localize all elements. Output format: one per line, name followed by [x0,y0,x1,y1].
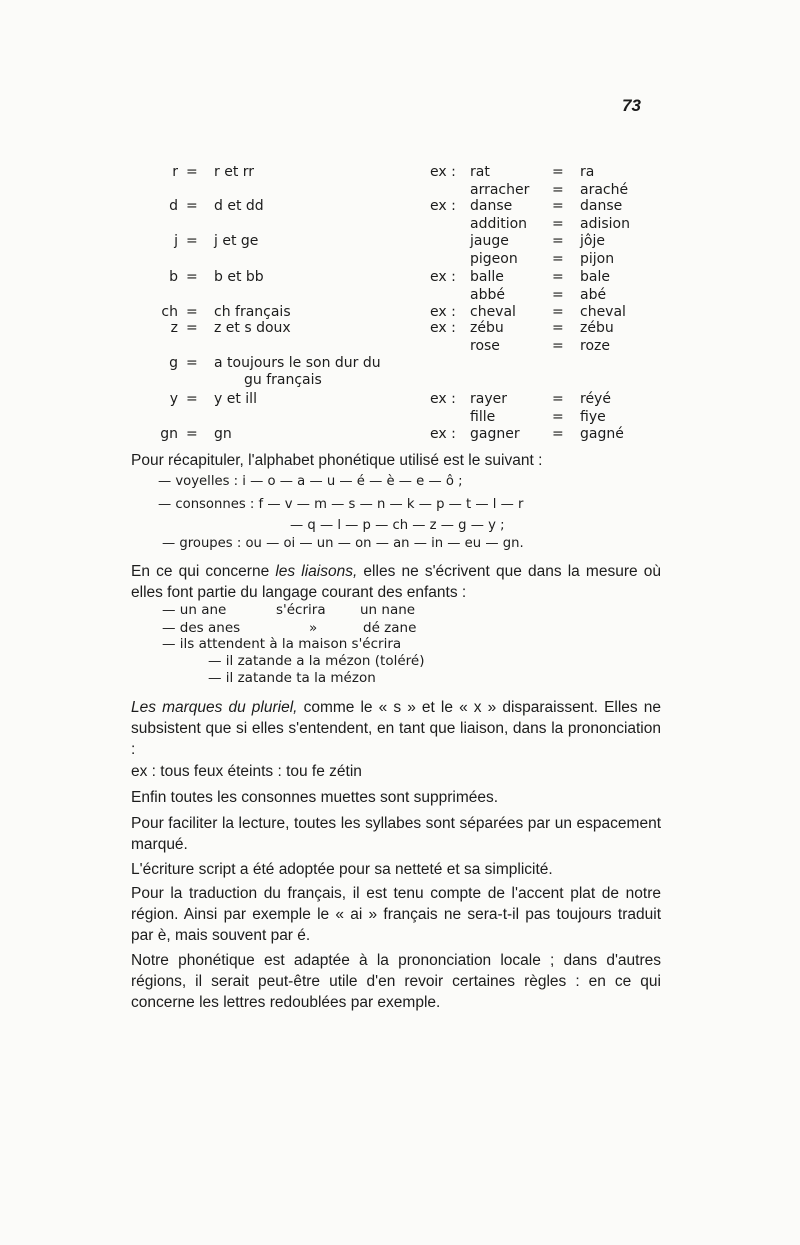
rule-phon: abé [580,287,607,303]
rule-eq2: = [552,198,564,214]
liaison-sub-2: — il zatande ta la mézon [208,670,376,686]
rule-eq2: = [552,164,564,180]
paragraph-script: L'écriture script a été adoptée pour sa netteté et sa simplicité. [131,861,553,878]
liaison-example-1-b: s'écrira [276,602,326,618]
rule-eq2: = [552,233,564,249]
rule-desc: r et rr [214,164,255,180]
paragraph-locale: Notre phonétique est adaptée à la prononciation locale ; dans d'autres régions, il serait peut-être utile d'en revoir certaines règles : en ce qui concerne les lettres redoublées par exemple. [131,952,661,1011]
rule-eq2: = [552,426,564,442]
rule-phon: danse [580,198,623,214]
rule-desc: gu français [244,372,322,388]
rule-word: jauge [470,233,509,249]
rule-ex: ex : [430,164,456,180]
rule-desc: gn [214,426,232,442]
rule-word: gagner [470,426,520,442]
rule-desc: a toujours le son dur du [214,355,381,371]
rule-phon: zébu [580,320,614,336]
rule-phon: adision [580,216,630,232]
pluriel-paragraph [131,697,661,760]
rule-symbol: ch [161,304,178,320]
paragraph-muettes: Enfin toutes les consonnes muettes sont supprimées. [131,789,499,806]
rule-word: abbé [470,287,505,303]
recap-consonnes-2: — q — l — p — ch — z — g — y ; [290,518,505,533]
rule-eq: = [186,164,198,180]
rule-eq: = [186,269,198,285]
page-number: 73 [622,96,641,115]
rule-symbol: g [169,355,178,371]
rule-ex: ex : [430,391,456,407]
rule-ex: ex : [430,304,456,320]
rule-word: pigeon [470,251,518,267]
rule-eq: = [186,198,198,214]
recap-intro: Pour récapituler, l'alphabet phonétique utilisé est le suivant : [131,452,543,469]
rule-word: rat [470,164,490,180]
rule-ex: ex : [430,320,456,336]
rule-word: balle [470,269,504,285]
rule-ex: ex : [430,198,456,214]
pluriel-example: ex : tous feux éteints : tou fe zétin [131,763,362,780]
rule-eq: = [186,304,198,320]
rule-desc: ch français [214,304,291,320]
rule-symbol: b [169,269,178,285]
rule-eq2: = [552,304,564,320]
paragraph-traduction: Pour la traduction du français, il est tenu compte de l'accent plat de notre région. Ainsi par exemple le « ai » français ne sera-t-il pas toujours traduit par è, mais souvent par é. [131,885,661,944]
rule-symbol: r [172,164,178,180]
rule-eq2: = [552,287,564,303]
liaison-example-1-c: un nane [360,602,416,618]
rule-eq2: = [552,251,564,267]
liaison-example-2-b: » [309,620,318,636]
rule-phon: gagné [580,426,624,442]
rule-eq2: = [552,320,564,336]
rule-phon: fiye [580,409,606,425]
rule-phon: araché [580,182,629,198]
rule-eq2: = [552,216,564,232]
rule-word: addition [470,216,528,232]
rule-eq: = [186,426,198,442]
rule-eq: = [186,391,198,407]
rule-eq2: = [552,182,564,198]
rule-phon: bale [580,269,610,285]
liaison-example-2-c: dé zane [363,620,417,636]
recap-groupes: — groupes : ou — oi — un — on — an — in — eu — gn. [162,536,524,551]
rule-ex: ex : [430,269,456,285]
liaison-example-3: — ils attendent à la maison s'écrira [162,636,402,652]
rule-eq: = [186,355,198,371]
rule-phon: ra [580,164,595,180]
liaisons-paragraph [131,561,661,603]
rule-phon: jôje [580,233,605,249]
rule-eq2: = [552,269,564,285]
liaisons-intro-em: les liaisons, [275,563,358,580]
rule-symbol: d [169,198,178,214]
rule-eq: = [186,320,198,336]
liaison-example-1-a: — un ane [162,602,227,618]
pluriel-em: Les marques du pluriel, [131,699,298,716]
liaison-sub-1: — il zatande a la mézon (toléré) [208,653,425,669]
recap-consonnes-1: — consonnes : f — v — m — s — n — k — p — t — l — r [158,497,524,512]
rule-symbol: j [174,233,178,249]
rule-word: danse [470,198,513,214]
rule-word: zébu [470,320,504,336]
paragraph-lecture: Pour faciliter la lecture, toutes les syllabes sont séparées par un espacement marqué. [131,815,661,853]
rule-eq: = [186,233,198,249]
rule-phon: cheval [580,304,626,320]
rule-word: cheval [470,304,516,320]
rule-phon: réyé [580,391,611,407]
rule-word: arracher [470,182,530,198]
liaisons-intro-a: En ce qui concerne [131,563,276,580]
rule-symbol: y [169,391,178,407]
rule-desc: z et s doux [214,320,291,336]
rule-word: rose [470,338,500,354]
liaison-example-2-a: — des anes [162,620,241,636]
rule-symbol: gn [160,426,178,442]
rule-desc: b et bb [214,269,264,285]
rule-ex: ex : [430,426,456,442]
rule-desc: y et ill [214,391,257,407]
liaisons-intro-b: elles ne s'écrivent que dans la mesure où elles font partie du langage courant des enfants : [131,563,661,601]
recap-voyelles: — voyelles : i — o — a — u — é — è — e — ô ; [158,474,463,489]
rule-word: rayer [470,391,507,407]
rule-word: fille [470,409,496,425]
rule-phon: pijon [580,251,615,267]
rule-eq2: = [552,391,564,407]
rule-desc: d et dd [214,198,264,214]
rule-eq2: = [552,409,564,425]
rule-phon: roze [580,338,610,354]
rule-desc: j et ge [214,233,259,249]
rule-symbol: z [170,320,178,336]
rule-eq2: = [552,338,564,354]
pluriel-text: comme le « s » et le « x » disparaissent. Elles ne subsistent que si elles s'entendent, en tant que liaison, dans la prononciation : [131,699,661,758]
